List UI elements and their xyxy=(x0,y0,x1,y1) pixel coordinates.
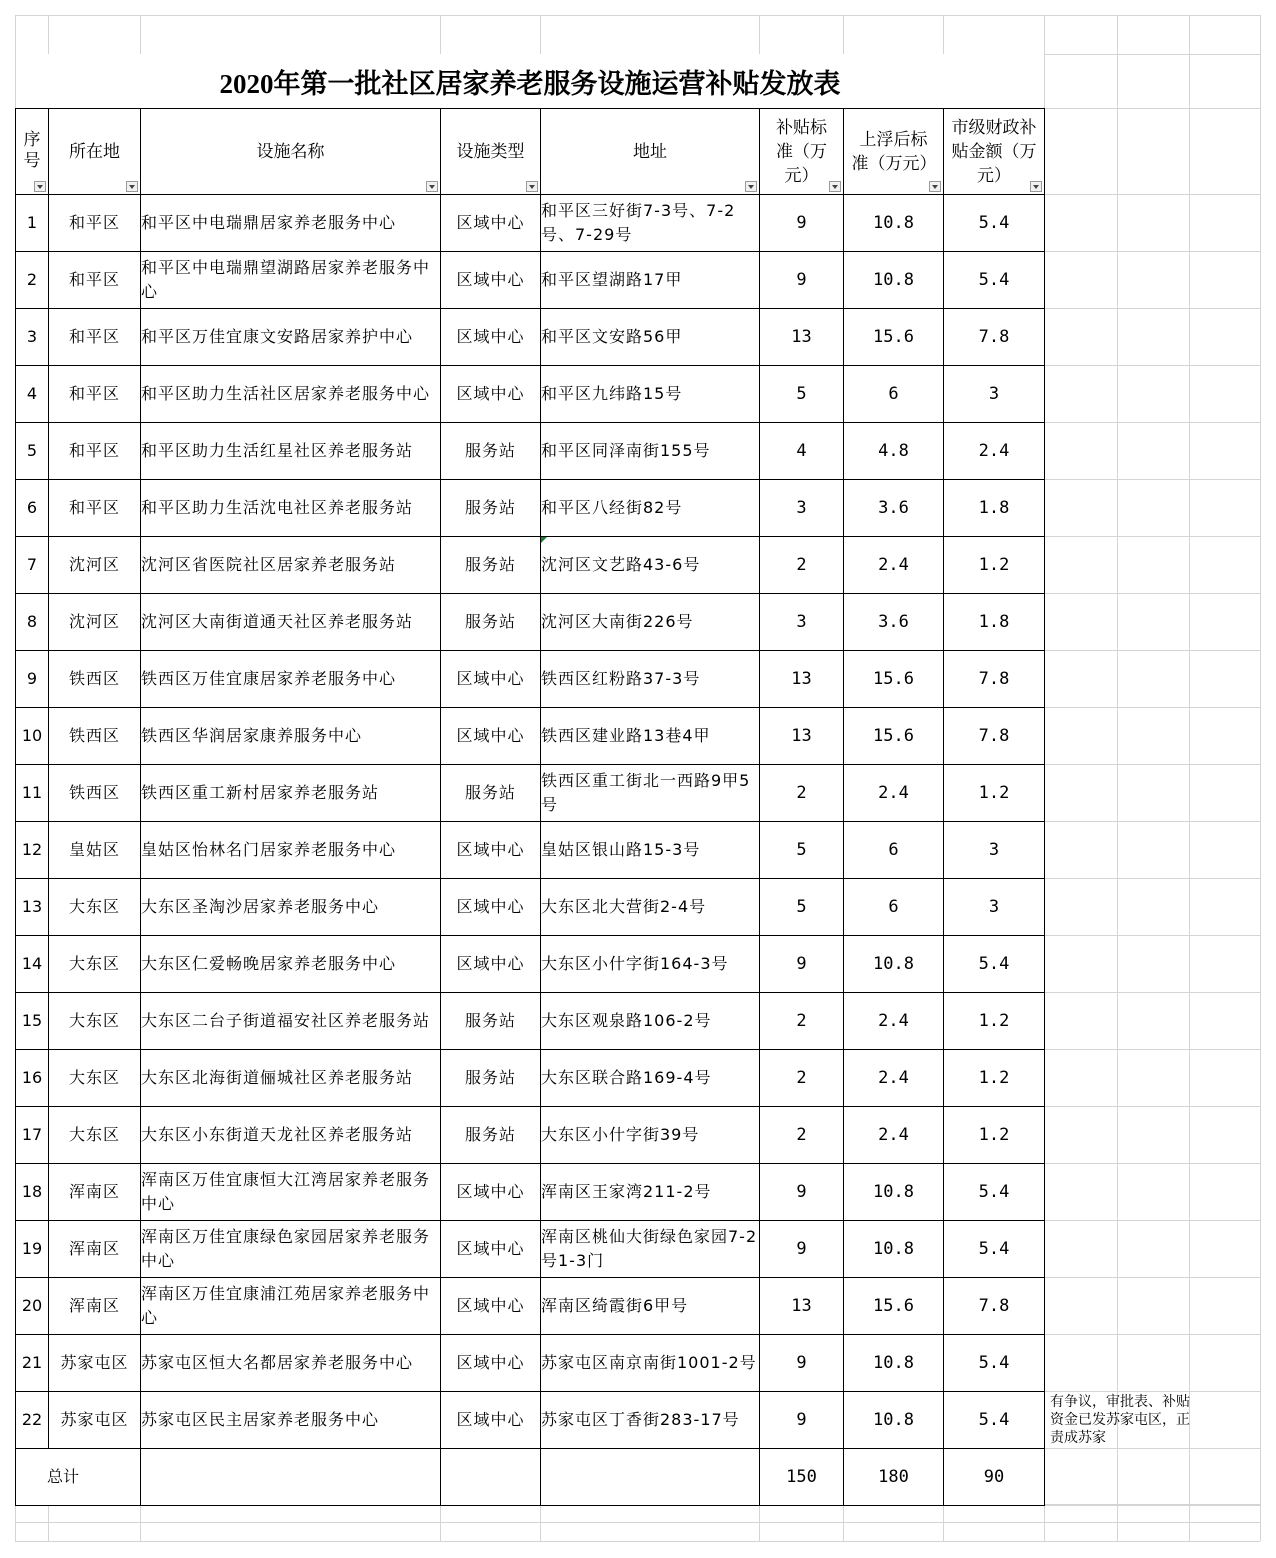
table-row xyxy=(16,765,1045,822)
table-row xyxy=(16,822,1045,879)
cell-location: 大东区 xyxy=(49,993,141,1050)
table-row xyxy=(16,537,1045,594)
table-row xyxy=(16,1164,1045,1221)
cell-name: 和平区万佳宜康文安路居家养护中心 xyxy=(141,309,441,366)
cell-type: 区域中心 xyxy=(441,1221,541,1278)
header-row xyxy=(16,109,1045,195)
cell-name: 和平区中电瑞鼎望湖路居家养老服务中心 xyxy=(141,252,441,309)
cell-name: 大东区小东街道天龙社区养老服务站 xyxy=(141,1107,441,1164)
filter-dropdown-icon[interactable] xyxy=(126,181,138,192)
table-row xyxy=(16,1050,1045,1107)
cell-address: 浑南区绮霞街6甲号 xyxy=(541,1278,760,1335)
cell-raised: 4.8 xyxy=(844,423,944,480)
cell-amount: 7.8 xyxy=(944,309,1045,366)
cell-name: 大东区二台子街道福安社区养老服务站 xyxy=(141,993,441,1050)
cell-amount: 1.8 xyxy=(944,480,1045,537)
cell-address: 大东区观泉路106-2号 xyxy=(541,993,760,1050)
cell-standard: 9 xyxy=(760,195,844,252)
table-row xyxy=(16,195,1045,252)
total-standard: 150 xyxy=(760,1449,844,1506)
subsidy-table xyxy=(15,108,1045,1506)
header-seq: 序号 xyxy=(16,109,49,195)
cell-type: 区域中心 xyxy=(441,1278,541,1335)
cell-seq: 12 xyxy=(16,822,49,879)
cell-location: 大东区 xyxy=(49,1107,141,1164)
cell-raised: 10.8 xyxy=(844,1335,944,1392)
table-row xyxy=(16,1107,1045,1164)
cell-seq: 15 xyxy=(16,993,49,1050)
cell-type: 服务站 xyxy=(441,1107,541,1164)
cell-type: 区域中心 xyxy=(441,1392,541,1449)
sheet-title: 2020年第一批社区居家养老服务设施运营补贴发放表 xyxy=(16,54,1044,108)
cell-address: 铁西区建业路13巷4甲 xyxy=(541,708,760,765)
cell-location: 和平区 xyxy=(49,366,141,423)
table-row xyxy=(16,936,1045,993)
cell-location: 皇姑区 xyxy=(49,822,141,879)
cell-type: 区域中心 xyxy=(441,366,541,423)
cell-type: 服务站 xyxy=(441,1050,541,1107)
cell xyxy=(541,1449,760,1506)
cell-seq: 5 xyxy=(16,423,49,480)
cell-address: 沈河区大南街226号 xyxy=(541,594,760,651)
cell-type: 服务站 xyxy=(441,537,541,594)
cell-type: 区域中心 xyxy=(441,1164,541,1221)
cell-location: 大东区 xyxy=(49,936,141,993)
cell-seq: 7 xyxy=(16,537,49,594)
cell-name: 浑南区万佳宜康恒大江湾居家养老服务中心 xyxy=(141,1164,441,1221)
cell-name: 大东区圣淘沙居家养老服务中心 xyxy=(141,879,441,936)
cell-standard: 2 xyxy=(760,1107,844,1164)
cell-type: 区域中心 xyxy=(441,195,541,252)
header-standard: 补贴标准（万元） xyxy=(760,109,844,195)
cell-type: 区域中心 xyxy=(441,1335,541,1392)
cell-name: 铁西区华润居家康养服务中心 xyxy=(141,708,441,765)
table-row xyxy=(16,1278,1045,1335)
cell-type: 服务站 xyxy=(441,594,541,651)
total-label: 总计 xyxy=(16,1449,141,1506)
cell-standard: 5 xyxy=(760,879,844,936)
cell-raised: 15.6 xyxy=(844,309,944,366)
cell-raised: 10.8 xyxy=(844,1392,944,1449)
cell-name: 苏家屯区民主居家养老服务中心 xyxy=(141,1392,441,1449)
total-amount: 90 xyxy=(944,1449,1045,1506)
cell-address: 苏家屯区丁香街283-17号 xyxy=(541,1392,760,1449)
table-row xyxy=(16,480,1045,537)
cell-amount: 5.4 xyxy=(944,1335,1045,1392)
cell-raised: 2.4 xyxy=(844,993,944,1050)
cell-location: 和平区 xyxy=(49,252,141,309)
side-note: 有争议，审批表、补贴资金已发苏家屯区，正责成苏家 xyxy=(1050,1394,1190,1446)
cell-raised: 10.8 xyxy=(844,1221,944,1278)
cell-amount: 5.4 xyxy=(944,1164,1045,1221)
cell-type: 区域中心 xyxy=(441,936,541,993)
cell-raised: 2.4 xyxy=(844,1050,944,1107)
filter-dropdown-icon[interactable] xyxy=(1030,181,1042,192)
header-location: 所在地 xyxy=(49,109,141,195)
cell-amount: 5.4 xyxy=(944,936,1045,993)
cell-seq: 1 xyxy=(16,195,49,252)
cell-location: 沈河区 xyxy=(49,537,141,594)
cell-seq: 18 xyxy=(16,1164,49,1221)
cell-name: 皇姑区怡林名门居家养老服务中心 xyxy=(141,822,441,879)
cell-type: 区域中心 xyxy=(441,309,541,366)
cell-location: 苏家屯区 xyxy=(49,1392,141,1449)
cell-seq: 8 xyxy=(16,594,49,651)
cell-amount: 3 xyxy=(944,879,1045,936)
cell-address: 和平区同泽南街155号 xyxy=(541,423,760,480)
cell-location: 沈河区 xyxy=(49,594,141,651)
cell-raised: 15.6 xyxy=(844,651,944,708)
cell-location: 苏家屯区 xyxy=(49,1335,141,1392)
cell-name: 大东区仁爱畅晚居家养老服务中心 xyxy=(141,936,441,993)
cell-standard: 3 xyxy=(760,594,844,651)
cell-amount: 3 xyxy=(944,366,1045,423)
cell-standard: 9 xyxy=(760,1164,844,1221)
table-row xyxy=(16,423,1045,480)
cell-raised: 10.8 xyxy=(844,936,944,993)
cell-name: 沈河区省医院社区居家养老服务站 xyxy=(141,537,441,594)
cell-standard: 9 xyxy=(760,936,844,993)
cell-seq: 13 xyxy=(16,879,49,936)
cell-seq: 3 xyxy=(16,309,49,366)
cell-name: 和平区助力生活沈电社区养老服务站 xyxy=(141,480,441,537)
cell-type: 区域中心 xyxy=(441,822,541,879)
cell-seq: 2 xyxy=(16,252,49,309)
cell-amount: 2.4 xyxy=(944,423,1045,480)
cell-amount: 1.8 xyxy=(944,594,1045,651)
filter-dropdown-icon[interactable] xyxy=(526,181,538,192)
cell-location: 铁西区 xyxy=(49,765,141,822)
cell-type: 服务站 xyxy=(441,480,541,537)
cell-seq: 11 xyxy=(16,765,49,822)
cell-seq: 14 xyxy=(16,936,49,993)
cell-indicator-icon xyxy=(541,537,547,543)
cell-location: 和平区 xyxy=(49,480,141,537)
cell-name: 浑南区万佳宜康绿色家园居家养老服务中心 xyxy=(141,1221,441,1278)
cell-seq: 19 xyxy=(16,1221,49,1278)
cell-address: 和平区望湖路17甲 xyxy=(541,252,760,309)
cell-address: 大东区小什字街39号 xyxy=(541,1107,760,1164)
header-name: 设施名称 xyxy=(141,109,441,195)
cell-amount: 1.2 xyxy=(944,537,1045,594)
cell-standard: 2 xyxy=(760,993,844,1050)
table-row xyxy=(16,252,1045,309)
cell-standard: 2 xyxy=(760,537,844,594)
cell-seq: 20 xyxy=(16,1278,49,1335)
cell-standard: 4 xyxy=(760,423,844,480)
cell-standard: 9 xyxy=(760,1392,844,1449)
cell-amount: 7.8 xyxy=(944,708,1045,765)
cell-name: 沈河区大南街道通天社区养老服务站 xyxy=(141,594,441,651)
cell-amount: 5.4 xyxy=(944,1392,1045,1449)
cell-raised: 3.6 xyxy=(844,594,944,651)
cell-raised: 2.4 xyxy=(844,537,944,594)
table-row xyxy=(16,366,1045,423)
cell-seq: 17 xyxy=(16,1107,49,1164)
cell-amount: 5.4 xyxy=(944,195,1045,252)
header-raised: 上浮后标准（万元） xyxy=(844,109,944,195)
cell-standard: 5 xyxy=(760,366,844,423)
filter-dropdown-icon[interactable] xyxy=(426,181,438,192)
cell-seq: 9 xyxy=(16,651,49,708)
cell-amount: 5.4 xyxy=(944,252,1045,309)
cell-name: 和平区助力生活红星社区养老服务站 xyxy=(141,423,441,480)
cell-address: 皇姑区银山路15-3号 xyxy=(541,822,760,879)
cell-name: 铁西区万佳宜康居家养老服务中心 xyxy=(141,651,441,708)
cell-raised: 15.6 xyxy=(844,708,944,765)
table-row xyxy=(16,1335,1045,1392)
cell-standard: 9 xyxy=(760,252,844,309)
cell-address: 大东区北大营街2-4号 xyxy=(541,879,760,936)
table-row xyxy=(16,594,1045,651)
cell-raised: 3.6 xyxy=(844,480,944,537)
cell-type: 区域中心 xyxy=(441,651,541,708)
cell-standard: 2 xyxy=(760,1050,844,1107)
cell-raised: 10.8 xyxy=(844,252,944,309)
cell-standard: 5 xyxy=(760,822,844,879)
cell-location: 浑南区 xyxy=(49,1221,141,1278)
cell-name: 苏家屯区恒大名都居家养老服务中心 xyxy=(141,1335,441,1392)
cell-raised: 15.6 xyxy=(844,1278,944,1335)
cell-amount: 7.8 xyxy=(944,1278,1045,1335)
cell-address: 大东区联合路169-4号 xyxy=(541,1050,760,1107)
table-row xyxy=(16,651,1045,708)
cell-standard: 2 xyxy=(760,765,844,822)
cell-raised: 6 xyxy=(844,879,944,936)
cell-address: 和平区文安路56甲 xyxy=(541,309,760,366)
table-row xyxy=(16,708,1045,765)
cell xyxy=(141,1449,441,1506)
cell-type: 服务站 xyxy=(441,765,541,822)
cell xyxy=(441,1449,541,1506)
cell-standard: 13 xyxy=(760,309,844,366)
cell-name: 和平区中电瑞鼎居家养老服务中心 xyxy=(141,195,441,252)
total-row xyxy=(16,1449,1045,1506)
cell-location: 浑南区 xyxy=(49,1278,141,1335)
cell-standard: 13 xyxy=(760,651,844,708)
table-row xyxy=(16,879,1045,936)
cell-type: 区域中心 xyxy=(441,252,541,309)
table-row xyxy=(16,309,1045,366)
filter-dropdown-icon[interactable] xyxy=(745,181,757,192)
cell-name: 浑南区万佳宜康浦江苑居家养老服务中心 xyxy=(141,1278,441,1335)
cell-location: 大东区 xyxy=(49,1050,141,1107)
header-address: 地址 xyxy=(541,109,760,195)
table-row xyxy=(16,1221,1045,1278)
cell-location: 大东区 xyxy=(49,879,141,936)
cell-raised: 10.8 xyxy=(844,195,944,252)
cell-seq: 21 xyxy=(16,1335,49,1392)
cell-location: 和平区 xyxy=(49,195,141,252)
cell-raised: 2.4 xyxy=(844,1107,944,1164)
cell-amount: 3 xyxy=(944,822,1045,879)
cell-address: 浑南区王家湾211-2号 xyxy=(541,1164,760,1221)
cell-raised: 10.8 xyxy=(844,1164,944,1221)
cell-name: 大东区北海街道俪城社区养老服务站 xyxy=(141,1050,441,1107)
cell-type: 区域中心 xyxy=(441,879,541,936)
cell-standard: 3 xyxy=(760,480,844,537)
cell-address: 浑南区桃仙大街绿色家园7-2号1-3门 xyxy=(541,1221,760,1278)
cell-raised: 2.4 xyxy=(844,765,944,822)
cell-location: 和平区 xyxy=(49,423,141,480)
cell-raised: 6 xyxy=(844,822,944,879)
cell-seq: 4 xyxy=(16,366,49,423)
cell-address: 和平区九纬路15号 xyxy=(541,366,760,423)
total-raised: 180 xyxy=(844,1449,944,1506)
cell-standard: 9 xyxy=(760,1221,844,1278)
cell-amount: 1.2 xyxy=(944,1107,1045,1164)
filter-dropdown-icon[interactable] xyxy=(829,181,841,192)
filter-dropdown-icon[interactable] xyxy=(929,181,941,192)
cell-name: 铁西区重工新村居家养老服务站 xyxy=(141,765,441,822)
filter-dropdown-icon[interactable] xyxy=(34,181,46,192)
cell-amount: 1.2 xyxy=(944,765,1045,822)
cell-seq: 16 xyxy=(16,1050,49,1107)
cell-standard: 9 xyxy=(760,1335,844,1392)
header-type: 设施类型 xyxy=(441,109,541,195)
cell-address: 和平区三好街7-3号、7-2号、7-29号 xyxy=(541,195,760,252)
cell-amount: 1.2 xyxy=(944,1050,1045,1107)
cell-amount: 7.8 xyxy=(944,651,1045,708)
cell-location: 铁西区 xyxy=(49,708,141,765)
cell-location: 和平区 xyxy=(49,309,141,366)
cell-type: 区域中心 xyxy=(441,708,541,765)
cell-address: 苏家屯区南京南街1001-2号 xyxy=(541,1335,760,1392)
cell-type: 服务站 xyxy=(441,423,541,480)
table-row xyxy=(16,993,1045,1050)
cell-location: 铁西区 xyxy=(49,651,141,708)
cell-standard: 13 xyxy=(760,708,844,765)
cell-standard: 13 xyxy=(760,1278,844,1335)
cell-name: 和平区助力生活社区居家养老服务中心 xyxy=(141,366,441,423)
cell-address: 和平区八经街82号 xyxy=(541,480,760,537)
cell-address: 沈河区文艺路43-6号 xyxy=(541,537,760,594)
cell-seq: 22 xyxy=(16,1392,49,1449)
cell-address: 铁西区红粉路37-3号 xyxy=(541,651,760,708)
cell-seq: 6 xyxy=(16,480,49,537)
cell-address: 大东区小什字街164-3号 xyxy=(541,936,760,993)
cell-location: 浑南区 xyxy=(49,1164,141,1221)
table-row xyxy=(16,1392,1045,1449)
cell-address: 铁西区重工街北一西路9甲5号 xyxy=(541,765,760,822)
cell-raised: 6 xyxy=(844,366,944,423)
cell-seq: 10 xyxy=(16,708,49,765)
cell-type: 服务站 xyxy=(441,993,541,1050)
cell-amount: 1.2 xyxy=(944,993,1045,1050)
header-amount: 市级财政补贴金额（万元） xyxy=(944,109,1045,195)
cell-amount: 5.4 xyxy=(944,1221,1045,1278)
